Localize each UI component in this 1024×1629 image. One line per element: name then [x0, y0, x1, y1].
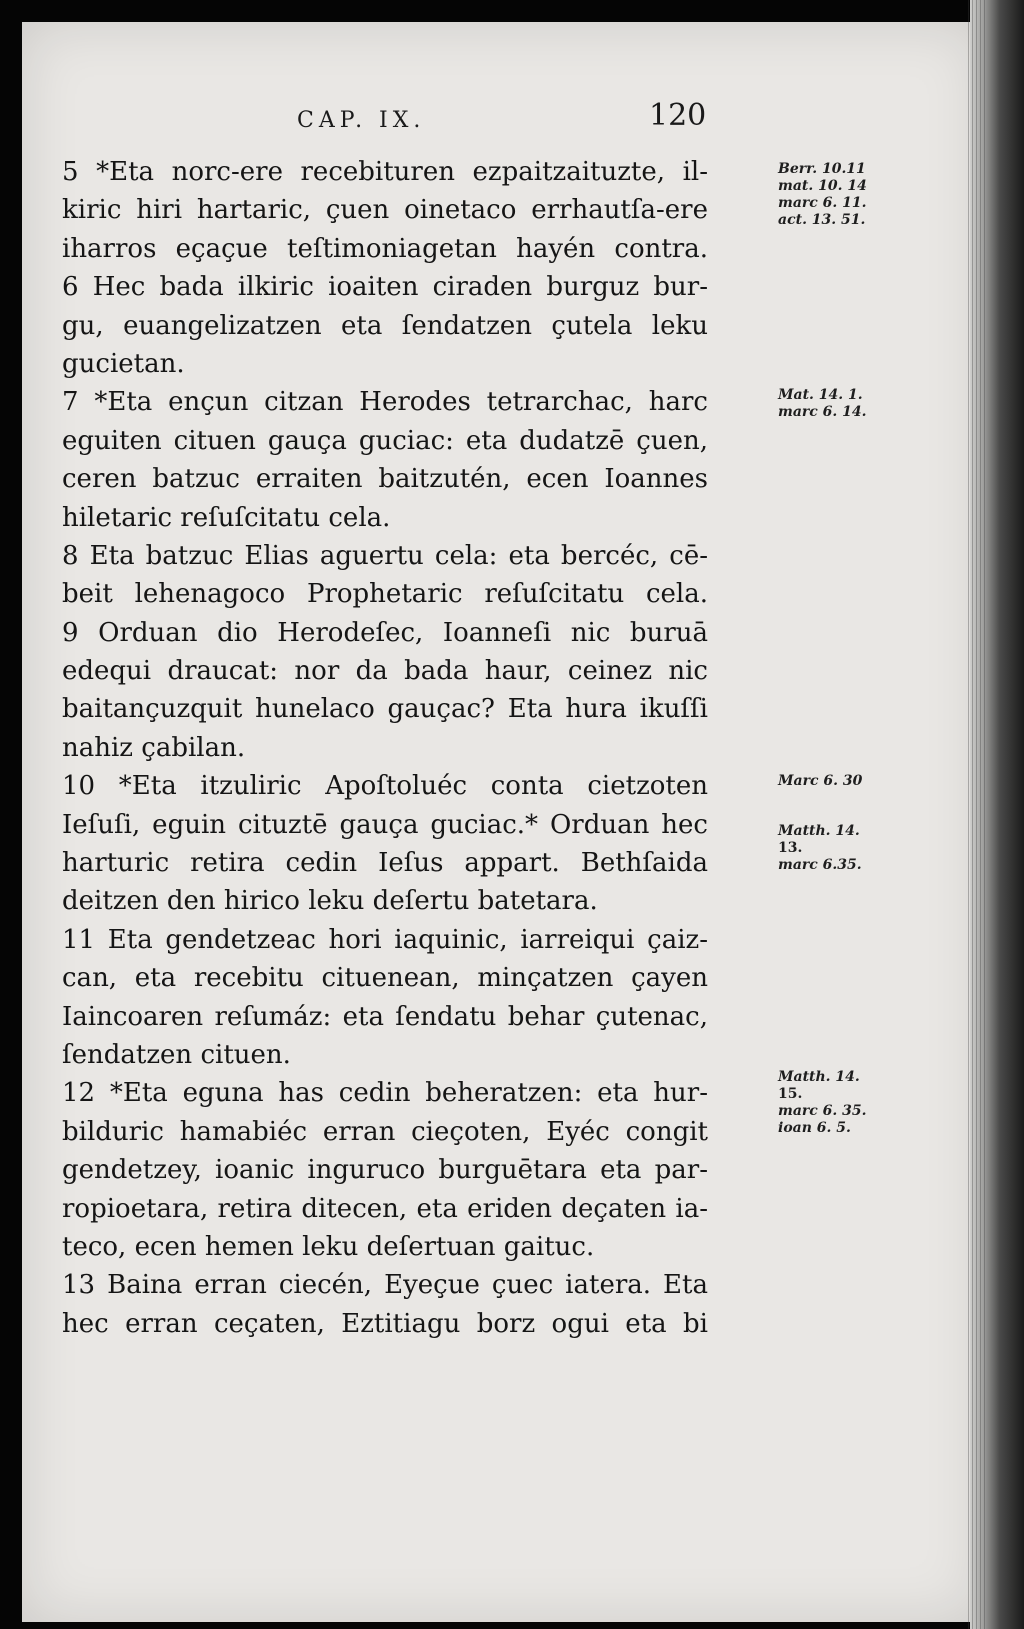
margin-note-line: marc 6. 14.: [778, 404, 867, 420]
text-line: edequi draucat: nor da bada haur, ceinez nic: [62, 656, 708, 687]
text-line: 5 *Eta norc-ere recebituren ezpaitzaituzte, il-: [62, 157, 708, 187]
margin-note-line: marc 6. 11.: [778, 195, 867, 211]
margin-note: [778, 161, 898, 229]
text-line: ropioetara, retira ditecen, eta eriden deçaten ia-: [62, 1193, 708, 1224]
text-line: 11 Eta gendetzeac hori iaquinic, iarreiqui çaiz-: [62, 924, 708, 955]
text-line: 12 *Eta eguna has cedin beheratzen: eta hur-: [62, 1078, 708, 1109]
margin-note: [778, 823, 898, 874]
text-line: hec erran ceçaten, Eztitiagu borz ogui eta bi: [62, 1308, 708, 1339]
margin-note-line: Mat. 14. 1.: [778, 387, 863, 403]
margin-note-line: Matth. 14.: [778, 823, 860, 839]
text-line: 8 Eta batzuc Elias aguertu cela: eta bercéc, cē-: [62, 540, 708, 571]
text-line: hiletaric reſuſcitatu cela.: [62, 502, 391, 533]
body-text: [62, 153, 867, 1343]
page-number: 120: [649, 98, 707, 133]
text-line: 9 Orduan dio Herodeſec, Ioanneſi nic buruā: [62, 617, 708, 648]
text-line: 7 *Eta ençun citzan Herodes tetrarchac, harc: [62, 387, 708, 418]
margin-note-line: marc 6.35.: [778, 857, 862, 873]
stacked-page-edges: [968, 0, 988, 1629]
margin-note-line: marc 6. 35.: [778, 1103, 867, 1119]
text-line: beit lehenagoco Prophetaric reſuſcitatu cela.: [62, 579, 708, 610]
margin-note: [778, 387, 898, 421]
margin-note-line: Berr. 10.11: [778, 161, 866, 177]
text-line: gu, euangelizatzen eta ſendatzen çutela leku: [62, 310, 708, 341]
margin-note-line: Matth. 14.: [778, 1069, 860, 1085]
text-line: eguiten cituen gauça guciac: eta dudatzē çuen,: [62, 425, 708, 456]
text-line: teco, ecen hemen leku deſertuan gaituc.: [62, 1231, 595, 1262]
text-line: ſendatzen cituen.: [62, 1039, 291, 1070]
text-line: deitzen den hirico leku deſertu batetara.: [62, 886, 598, 917]
margin-note-line: 15.: [778, 1086, 803, 1102]
text-line: gucietan.: [62, 348, 185, 379]
text-line: ceren batzuc erraiten baitzutén, ecen Ioannes: [62, 464, 708, 495]
text-line: gendetzey, ioanic inguruco burguētara eta par-: [62, 1155, 708, 1186]
text-line: nahiz çabilan.: [62, 732, 246, 763]
text-line: baitançuzquit hunelaco gauçac? Eta hura ikuſſi: [62, 694, 708, 725]
margin-note-line: 13.: [778, 840, 803, 856]
text-line: harturic retira cedin Ieſus appart. Bethſaida: [62, 848, 708, 879]
text-line: iharros eçaçue teſtimoniagetan hayén contra.: [62, 233, 708, 264]
text-line: Iaincoaren reſumáz: eta ſendatu behar çutenac,: [62, 1001, 708, 1032]
margin-note-line: ioan 6. 5.: [778, 1120, 851, 1136]
text-line: bilduric hamabiéc erran cieçoten, Eyéc congit: [62, 1116, 708, 1147]
margin-note-line: mat. 10. 14: [778, 178, 867, 194]
margin-note-line: act. 13. 51.: [778, 212, 866, 228]
margin-note: [778, 1069, 898, 1137]
text-line: can, eta recebitu cituenean, minçatzen çayen: [62, 963, 708, 994]
running-head: CAP. IX.: [297, 108, 426, 133]
text-line: 6 Hec bada ilkiric ioaiten ciraden burguz bur-: [62, 272, 708, 303]
margin-note-line: Marc 6. 30: [778, 773, 863, 789]
text-line: 13 Baina erran ciecén, Eyeçue çuec iatera. Eta: [62, 1270, 708, 1301]
text-line: 10 *Eta itzuliric Apoſtoluéc conta cietzoten: [62, 771, 708, 802]
text-line: kiric hiri hartaric, çuen oinetaco errhautſa-ere: [62, 195, 708, 226]
margin-note: [778, 773, 898, 790]
text-line: Ieſuſi, eguin cituztē gauça guciac.* Orduan hec: [62, 809, 708, 840]
